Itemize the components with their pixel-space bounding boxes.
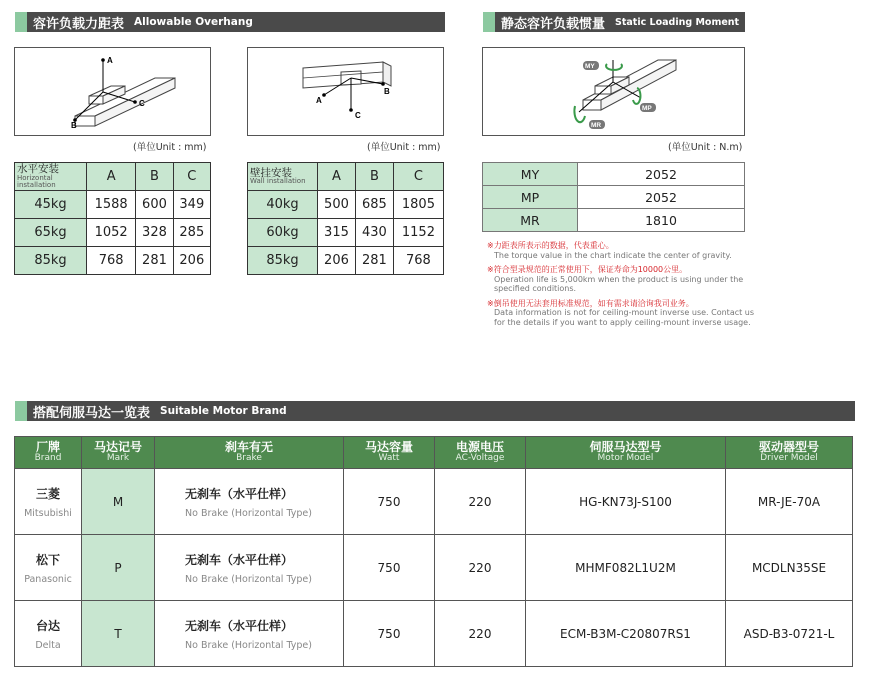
table-header-row	[248, 163, 444, 191]
value-cell: 1805	[393, 191, 443, 219]
overhang-title-cn: 容许负载力距表	[33, 16, 125, 32]
moment-value-cell: 1810	[578, 209, 745, 232]
overhang-title-en: Allowable Overhang	[134, 16, 253, 28]
note-en: The torque value in the chart indicate the center of gravity.	[494, 250, 732, 260]
wall-rail-illustration	[248, 48, 443, 135]
note-cn: ※倒吊使用无法套用标准规范，如有需求请洽询我司业务。	[487, 298, 694, 308]
value-cell: 685	[355, 191, 393, 219]
table-row	[15, 535, 853, 601]
moment-diagram	[482, 47, 745, 136]
moment-unit: (单位Unit : N.m)	[668, 142, 743, 153]
value-cell: 1588	[87, 191, 136, 219]
moment-title-en: Static Loading Moment	[615, 16, 740, 28]
table-row	[483, 186, 745, 209]
value-cell: 1052	[87, 219, 136, 247]
header-accent	[483, 12, 495, 32]
note-item	[487, 299, 757, 328]
header-accent	[15, 12, 27, 32]
motor-model-cell: ECM-B3M-C20807RS1	[526, 601, 726, 667]
moment-label-cell: MP	[483, 186, 578, 209]
value-cell: 315	[318, 219, 356, 247]
table-header-row	[15, 163, 211, 191]
note-cn: ※符合型录规范的正常使用下，保证寿命为10000公里。	[487, 265, 688, 274]
diagram-label-mr: MR	[591, 122, 602, 129]
table-row	[248, 191, 444, 219]
motor-section-header	[15, 401, 855, 421]
value-cell: 285	[173, 219, 210, 247]
mark-cell: P	[82, 535, 155, 601]
note-en: Operation life is 5,000km when the product is using under the specified conditions.	[494, 274, 744, 293]
brake-cell: 无刹车（水平仕样） No Brake (Horizontal Type)	[155, 535, 344, 601]
moment-rail-illustration	[483, 48, 744, 135]
wall-overhang-diagram	[247, 47, 444, 136]
load-cell: 65kg	[15, 219, 87, 247]
driver-model-cell: MR-JE-70A	[726, 469, 853, 535]
moment-label-cell: MR	[483, 209, 578, 232]
driver-model-cell: ASD-B3-0721-L	[726, 601, 853, 667]
moment-section-header	[483, 12, 745, 32]
watt-cell: 750	[344, 535, 435, 601]
wall-overhang-table	[247, 162, 444, 275]
diagram-label-my: MY	[585, 63, 595, 70]
overhang-section-header	[15, 12, 445, 32]
table-row	[15, 191, 211, 219]
header-accent	[15, 401, 27, 421]
col-b-header: B	[136, 163, 173, 191]
load-cell: 60kg	[248, 219, 318, 247]
value-cell: 281	[136, 247, 173, 275]
header-mark: 马达记号 Mark	[82, 437, 155, 469]
moment-notes	[487, 241, 757, 332]
diagram-label-a: A	[107, 56, 113, 65]
table-row	[15, 601, 853, 667]
table-row	[15, 219, 211, 247]
load-cell: 40kg	[248, 191, 318, 219]
moment-value-cell: 2052	[578, 186, 745, 209]
motor-model-cell: MHMF082L1U2M	[526, 535, 726, 601]
table-row	[483, 209, 745, 232]
value-cell: 768	[87, 247, 136, 275]
voltage-cell: 220	[435, 601, 526, 667]
table-row	[15, 247, 211, 275]
load-cell: 85kg	[248, 247, 318, 275]
col-b-header: B	[355, 163, 393, 191]
driver-model-cell: MCDLN35SE	[726, 535, 853, 601]
value-cell: 328	[136, 219, 173, 247]
table-row	[248, 247, 444, 275]
value-cell: 1152	[393, 219, 443, 247]
value-cell: 206	[173, 247, 210, 275]
table-row	[248, 219, 444, 247]
diagram-label-c: C	[355, 111, 361, 120]
motor-title-cn: 搭配伺服马达一览表	[33, 405, 151, 421]
table-row	[483, 163, 745, 186]
diagram-label-b: B	[71, 121, 77, 130]
motor-title-en: Suitable Motor Brand	[160, 405, 287, 417]
header-motor-model: 伺服马达型号 Motor Model	[526, 437, 726, 469]
wall-install-label: 壁挂安装 Wall installation	[248, 163, 318, 191]
value-cell: 206	[318, 247, 356, 275]
value-cell: 768	[393, 247, 443, 275]
load-cell: 45kg	[15, 191, 87, 219]
brake-cell: 无刹车（水平仕样） No Brake (Horizontal Type)	[155, 601, 344, 667]
horizontal-overhang-diagram	[14, 47, 211, 136]
voltage-cell: 220	[435, 469, 526, 535]
voltage-cell: 220	[435, 535, 526, 601]
header-brake: 刹车有无 Brake	[155, 437, 344, 469]
table-header-row	[15, 437, 853, 469]
horizontal-rail-illustration	[15, 48, 210, 135]
overhang-unit-left: (单位Unit : mm)	[133, 142, 207, 153]
value-cell: 281	[355, 247, 393, 275]
mark-cell: T	[82, 601, 155, 667]
horizontal-overhang-table	[14, 162, 211, 275]
note-en: Data information is not for ceiling-mount inverse use. Contact us for the details if you want to apply ceiling-mount inverse usage.	[494, 308, 755, 327]
header-voltage: 电源电压 AC-Voltage	[435, 437, 526, 469]
col-a-header: A	[318, 163, 356, 191]
motor-model-cell: HG-KN73J-S100	[526, 469, 726, 535]
note-cn: ※力距表所表示的数据，代表重心。	[487, 241, 614, 250]
moment-title-cn: 静态容许负载惯量	[501, 16, 606, 32]
value-cell: 600	[136, 191, 173, 219]
mark-cell: M	[82, 469, 155, 535]
note-item	[487, 265, 757, 294]
note-item	[487, 241, 757, 260]
overhang-unit-right: (单位Unit : mm)	[367, 142, 441, 153]
motor-brand-table	[14, 436, 853, 667]
moment-value-cell: 2052	[578, 163, 745, 186]
header-watt: 马达容量 Watt	[344, 437, 435, 469]
load-cell: 85kg	[15, 247, 87, 275]
brand-cell: 台达 Delta	[15, 601, 82, 667]
static-moment-table	[482, 162, 745, 232]
col-c-header: C	[173, 163, 210, 191]
col-c-header: C	[393, 163, 443, 191]
watt-cell: 750	[344, 469, 435, 535]
col-a-header: A	[87, 163, 136, 191]
value-cell: 430	[355, 219, 393, 247]
value-cell: 500	[318, 191, 356, 219]
moment-label-cell: MY	[483, 163, 578, 186]
brand-cell: 三菱 Mitsubishi	[15, 469, 82, 535]
header-brand: 厂牌 Brand	[15, 437, 82, 469]
watt-cell: 750	[344, 601, 435, 667]
diagram-label-a: A	[316, 96, 322, 105]
diagram-label-b: B	[384, 87, 390, 96]
header-driver-model: 驱动器型号 Driver Model	[726, 437, 853, 469]
diagram-label-mp: MP	[642, 105, 652, 112]
value-cell: 349	[173, 191, 210, 219]
brand-cell: 松下 Panasonic	[15, 535, 82, 601]
brake-cell: 无刹车（水平仕样） No Brake (Horizontal Type)	[155, 469, 344, 535]
table-row	[15, 469, 853, 535]
diagram-label-c: C	[139, 99, 145, 108]
horizontal-install-label: 水平安装 Horizontal installation	[15, 163, 87, 191]
